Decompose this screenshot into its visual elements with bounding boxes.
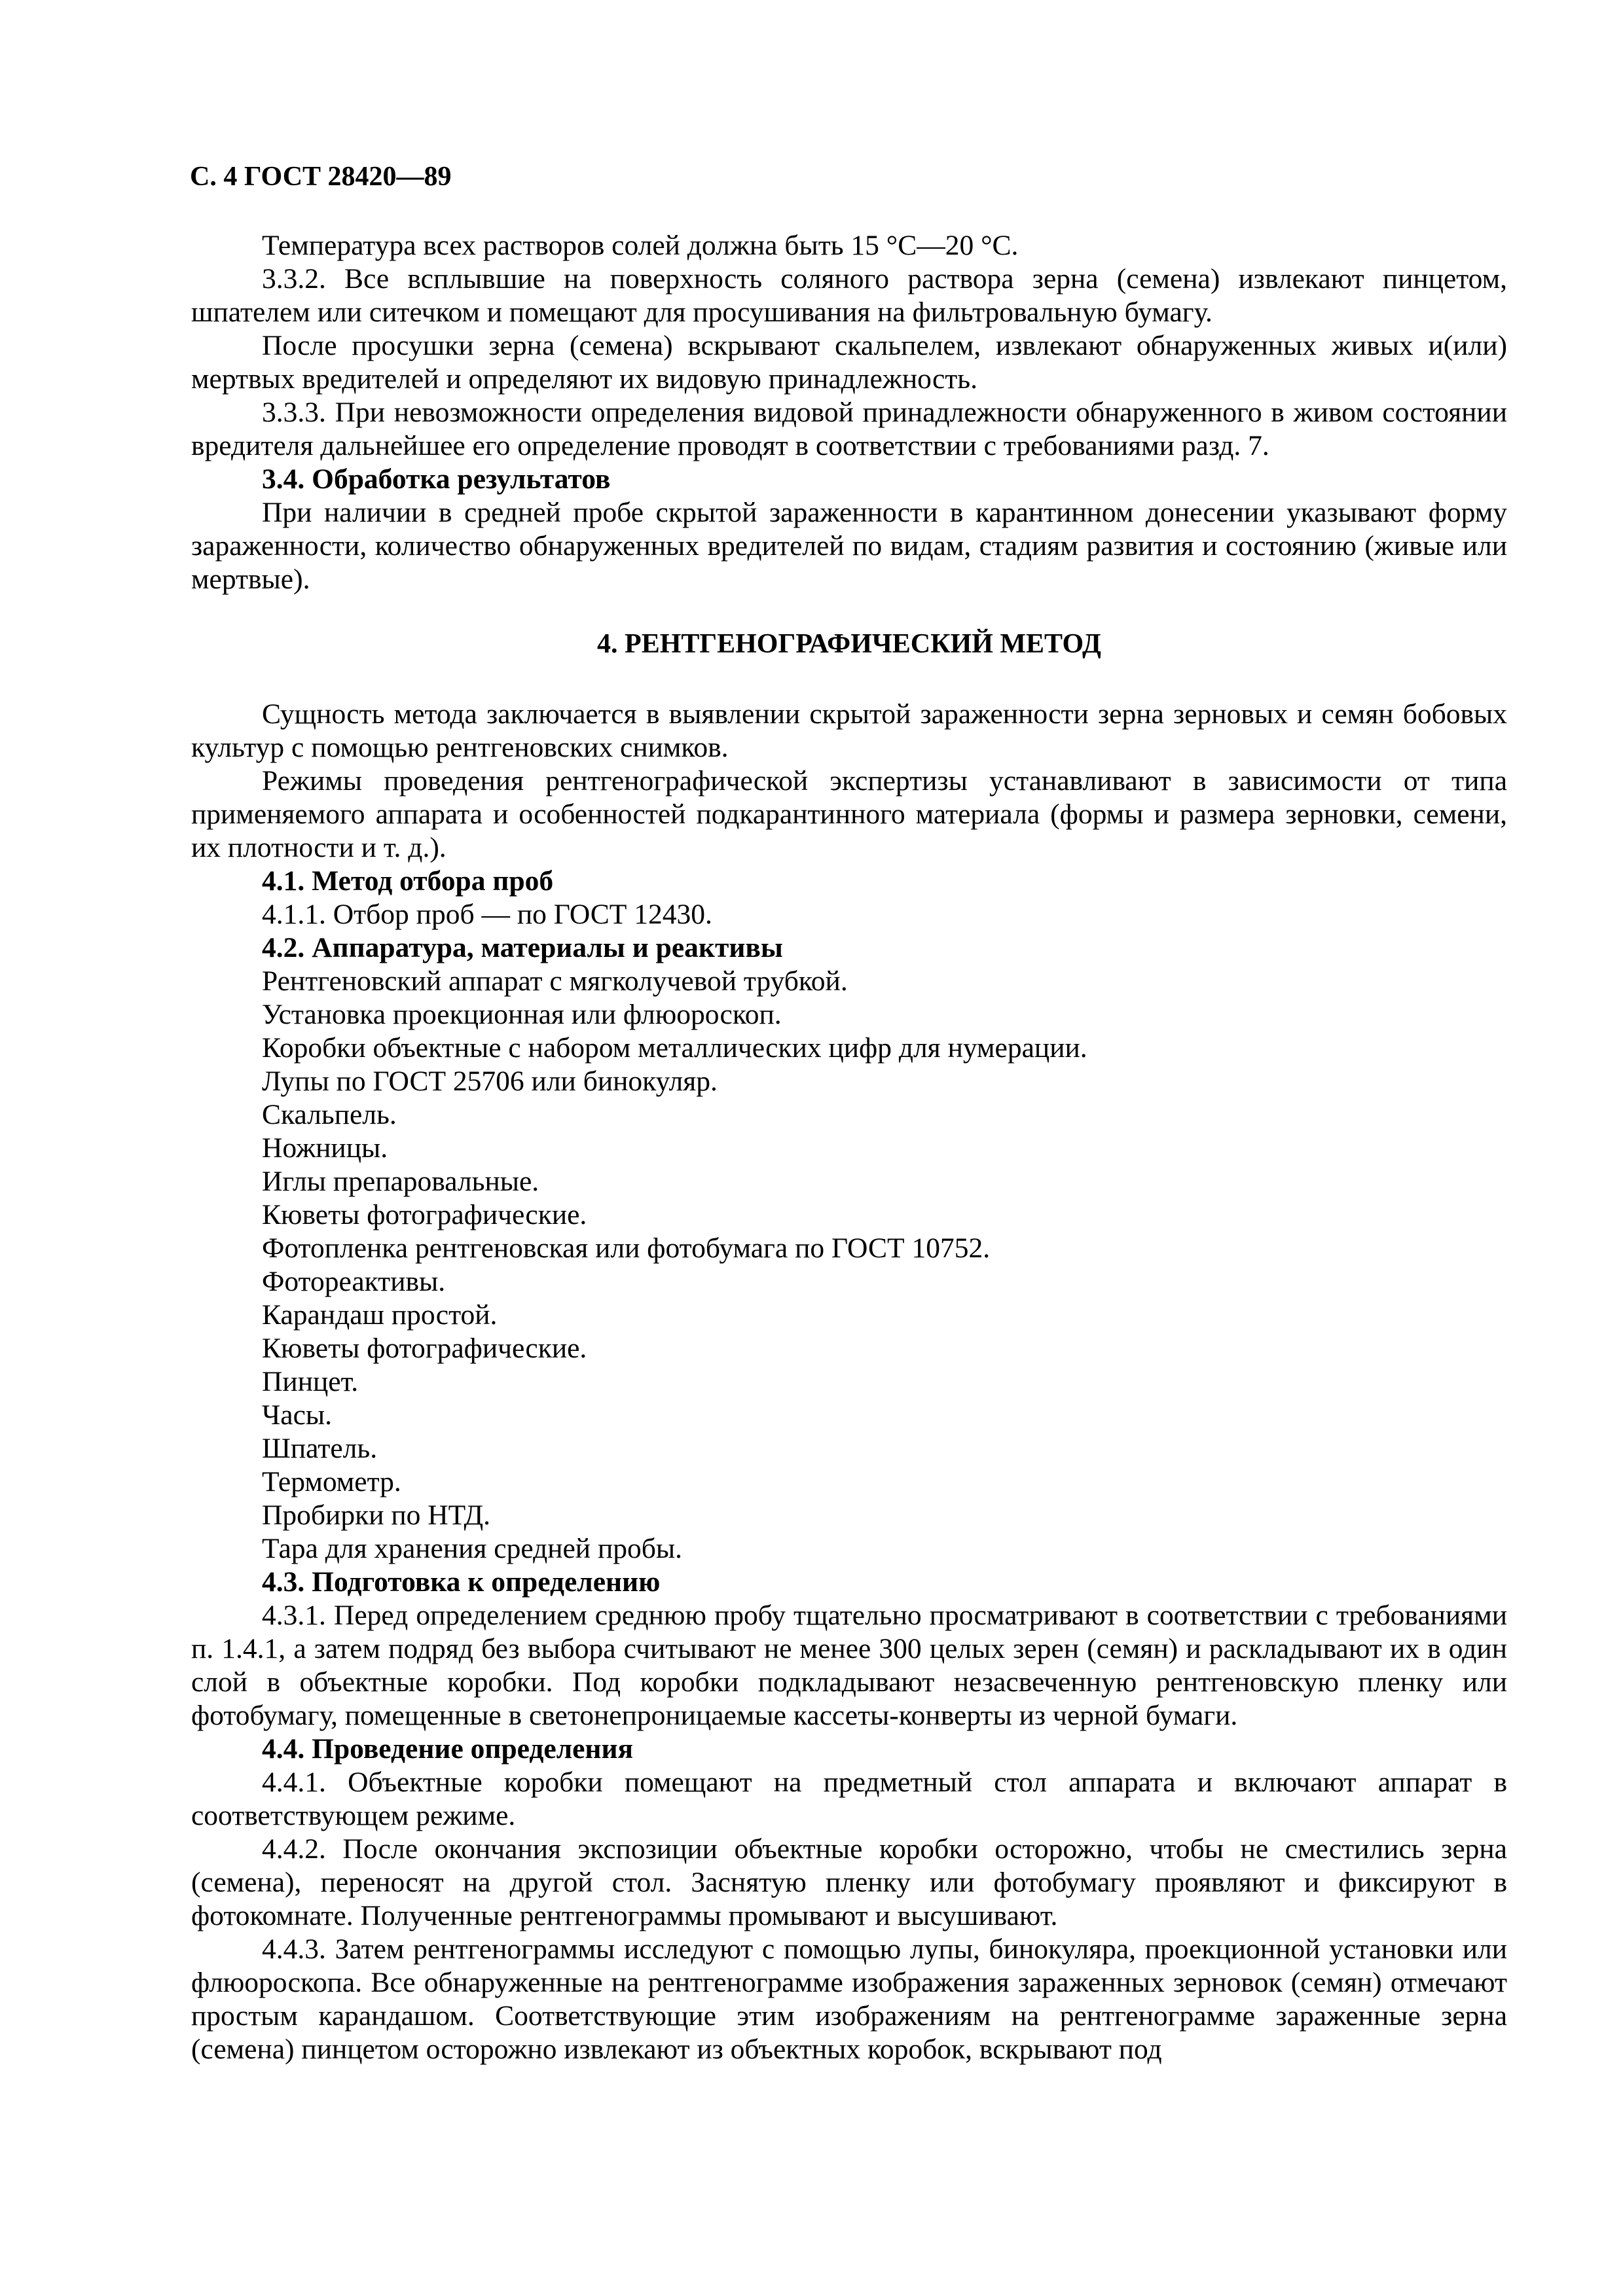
list-item: Фотопленка рентгеновская или фотобумага по ГОСТ 10752. bbox=[262, 1232, 991, 1264]
list-item: Лупы по ГОСТ 25706 или бинокуляр. bbox=[262, 1066, 718, 1097]
paragraph: 4.4.3. Затем рентгенограммы исследуют с помощью лупы, бинокуляра, проекционной установки или флюороскопа. Все обнаруженные на рентгенограмме изображения зараженных зерновок (семян) отмечают простым карандашом. Соответствующие этим изображениям на рентгенограмме зараженные зерна (семена) пинцетом осторожно извлекают из объектных коробок, вскрывают под bbox=[191, 1933, 1507, 2065]
list-item: Карандаш простой. bbox=[262, 1299, 498, 1331]
paragraph: 4.3.1. Перед определением среднюю пробу тщательно просматривают в соответствии с требованиями п. 1.4.1, а затем подряд без выбора считывают не менее 300 целых зерен (семян) и раскладывают их в один слой в объектные коробки. Под коробки подкладывают незасвеченную рентгеновскую пленку или фотобумагу, помещенные в светонепроницаемые кассеты-конверты из черной бумаги. bbox=[191, 1600, 1507, 1731]
list-item: Установка проекционная или флюороскоп. bbox=[262, 999, 782, 1030]
paragraph: 4.4.1. Объектные коробки помещают на предметный стол аппарата и включают аппарат в соответствующем режиме. bbox=[191, 1767, 1507, 1831]
list-item: Кюветы фотографические. bbox=[262, 1199, 587, 1230]
list-item: Коробки объектные с набором металлических цифр для нумерации. bbox=[262, 1032, 1087, 1064]
page-header: С. 4 ГОСТ 28420—89 bbox=[190, 162, 452, 192]
list-item: Часы. bbox=[262, 1399, 332, 1431]
paragraph: 3.3.2. Все всплывшие на поверхность соляного раствора зерна (семена) извлекают пинцетом, шпателем или ситечком и помещают для просушивания на фильтровальную бумагу. bbox=[191, 263, 1507, 328]
document-body bbox=[191, 229, 1507, 2066]
subsection-heading: 4.2. Аппаратура, материалы и реактивы bbox=[262, 932, 783, 963]
list-item: Тара для хранения средней пробы. bbox=[262, 1533, 682, 1564]
list-item: Кюветы фотографические. bbox=[262, 1333, 587, 1364]
paragraph: При наличии в средней пробе скрытой зараженности в карантинном донесении указывают форму зараженности, количество обнаруженных вредителей по видам, стадиям развития и состоянию (живые или мертвые). bbox=[191, 497, 1507, 595]
paragraph: Температура всех растворов солей должна быть 15 °С—20 °С. bbox=[262, 230, 1019, 261]
subsection-heading: 4.3. Подготовка к определению bbox=[262, 1566, 661, 1598]
subsection-heading: 4.1. Метод отбора проб bbox=[262, 865, 554, 897]
list-item: Фотореактивы. bbox=[262, 1266, 446, 1297]
list-item: Иглы препаровальные. bbox=[262, 1166, 539, 1197]
paragraph: После просушки зерна (семена) вскрывают скальпелем, извлекают обнаруженных живых и(или) мертвых вредителей и определяют их видовую принадлежность. bbox=[191, 330, 1507, 395]
paragraph: 4.4.2. После окончания экспозиции объектные коробки осторожно, чтобы не сместились зерна (семена), переносят на другой стол. Заснятую пленку или фотобумагу проявляют и фиксируют в фотокомнате. Полученные рентгенограммы промывают и высушивают. bbox=[191, 1833, 1507, 1931]
paragraph: Сущность метода заключается в выявлении скрытой зараженности зерна зерновых и семян бобовых культур с помощью рентгеновских снимков. bbox=[191, 698, 1507, 763]
subsection-heading: 4.4. Проведение определения bbox=[262, 1733, 634, 1765]
subsection-heading: 3.4. Обработка результатов bbox=[262, 463, 611, 495]
list-item: Ножницы. bbox=[262, 1132, 388, 1164]
paragraph: Режимы проведения рентгенографической экспертизы устанавливают в зависимости от типа применяемого аппарата и особенностей подкарантинного материала (формы и размера зерновки, семени, их плотности и т. д.). bbox=[191, 765, 1507, 863]
list-item: Пинцет. bbox=[262, 1366, 359, 1397]
paragraph: 4.1.1. Отбор проб — по ГОСТ 12430. bbox=[262, 899, 712, 930]
paragraph: 3.3.3. При невозможности определения видовой принадлежности обнаруженного в живом состоянии вредителя дальнейшее его определение проводят в соответствии с требованиями разд. 7. bbox=[191, 397, 1507, 461]
list-item: Шпатель. bbox=[262, 1433, 378, 1464]
section-title: 4. РЕНТГЕНОГРАФИЧЕСКИЙ МЕТОД bbox=[597, 629, 1101, 659]
list-item: Рентгеновский аппарат с мягколучевой трубкой. bbox=[262, 965, 848, 997]
list-item: Термометр. bbox=[262, 1466, 401, 1498]
list-item: Пробирки по НТД. bbox=[262, 1499, 491, 1531]
list-item: Скальпель. bbox=[262, 1099, 397, 1130]
